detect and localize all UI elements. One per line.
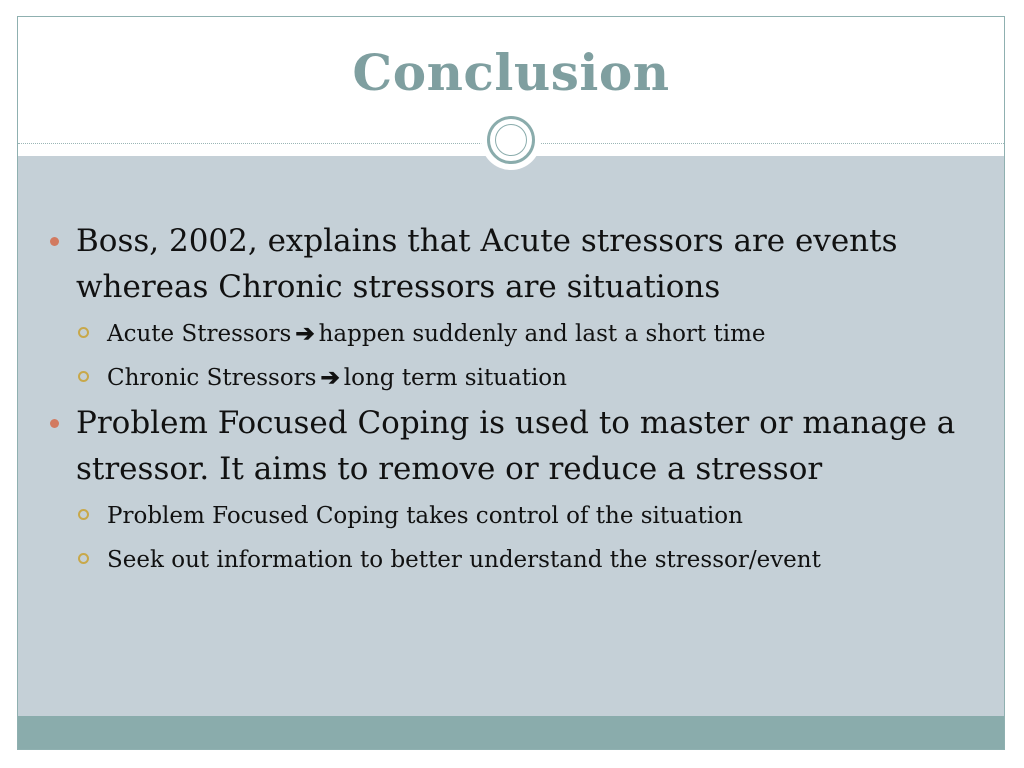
sub-bullet-text: long term situation [343, 365, 567, 391]
hollow-circle-bullet-icon [78, 509, 89, 520]
slide-title: Conclusion [352, 43, 670, 102]
sub-bullet-item [30, 538, 960, 582]
slide-content [30, 218, 960, 582]
sub-bullet-text: happen suddenly and last a short time [318, 321, 766, 347]
sub-bullet-item [30, 356, 960, 400]
filled-circle-bullet-icon [50, 419, 59, 428]
hollow-circle-bullet-icon [78, 327, 89, 338]
hollow-circle-bullet-icon [78, 371, 89, 382]
sub-bullet-term: Chronic Stressors [107, 365, 317, 391]
sub-bullet-term: Acute Stressors [107, 321, 292, 347]
filled-circle-bullet-icon [50, 237, 59, 246]
sub-bullet-text: Problem Focused Coping takes control of the situation [107, 503, 743, 529]
footer-band [18, 716, 1004, 750]
hollow-circle-bullet-icon [78, 553, 89, 564]
sub-bullet-item [30, 312, 960, 356]
bullet-text: Boss, 2002, explains that Acute stressors are events whereas Chronic stressors are situations [76, 223, 898, 305]
right-arrow-icon: ➔ [295, 320, 315, 347]
bullet-text: Problem Focused Coping is used to master or manage a stressor. It aims to remove or reduce a stressor [76, 405, 956, 487]
sub-bullet-item [30, 494, 960, 538]
circle-ornament-icon [481, 110, 541, 170]
bullet-item [30, 218, 960, 310]
sub-bullet-text: Seek out information to better understand the stressor/event [107, 547, 821, 573]
right-arrow-icon: ➔ [320, 364, 340, 391]
bullet-item [30, 400, 960, 492]
